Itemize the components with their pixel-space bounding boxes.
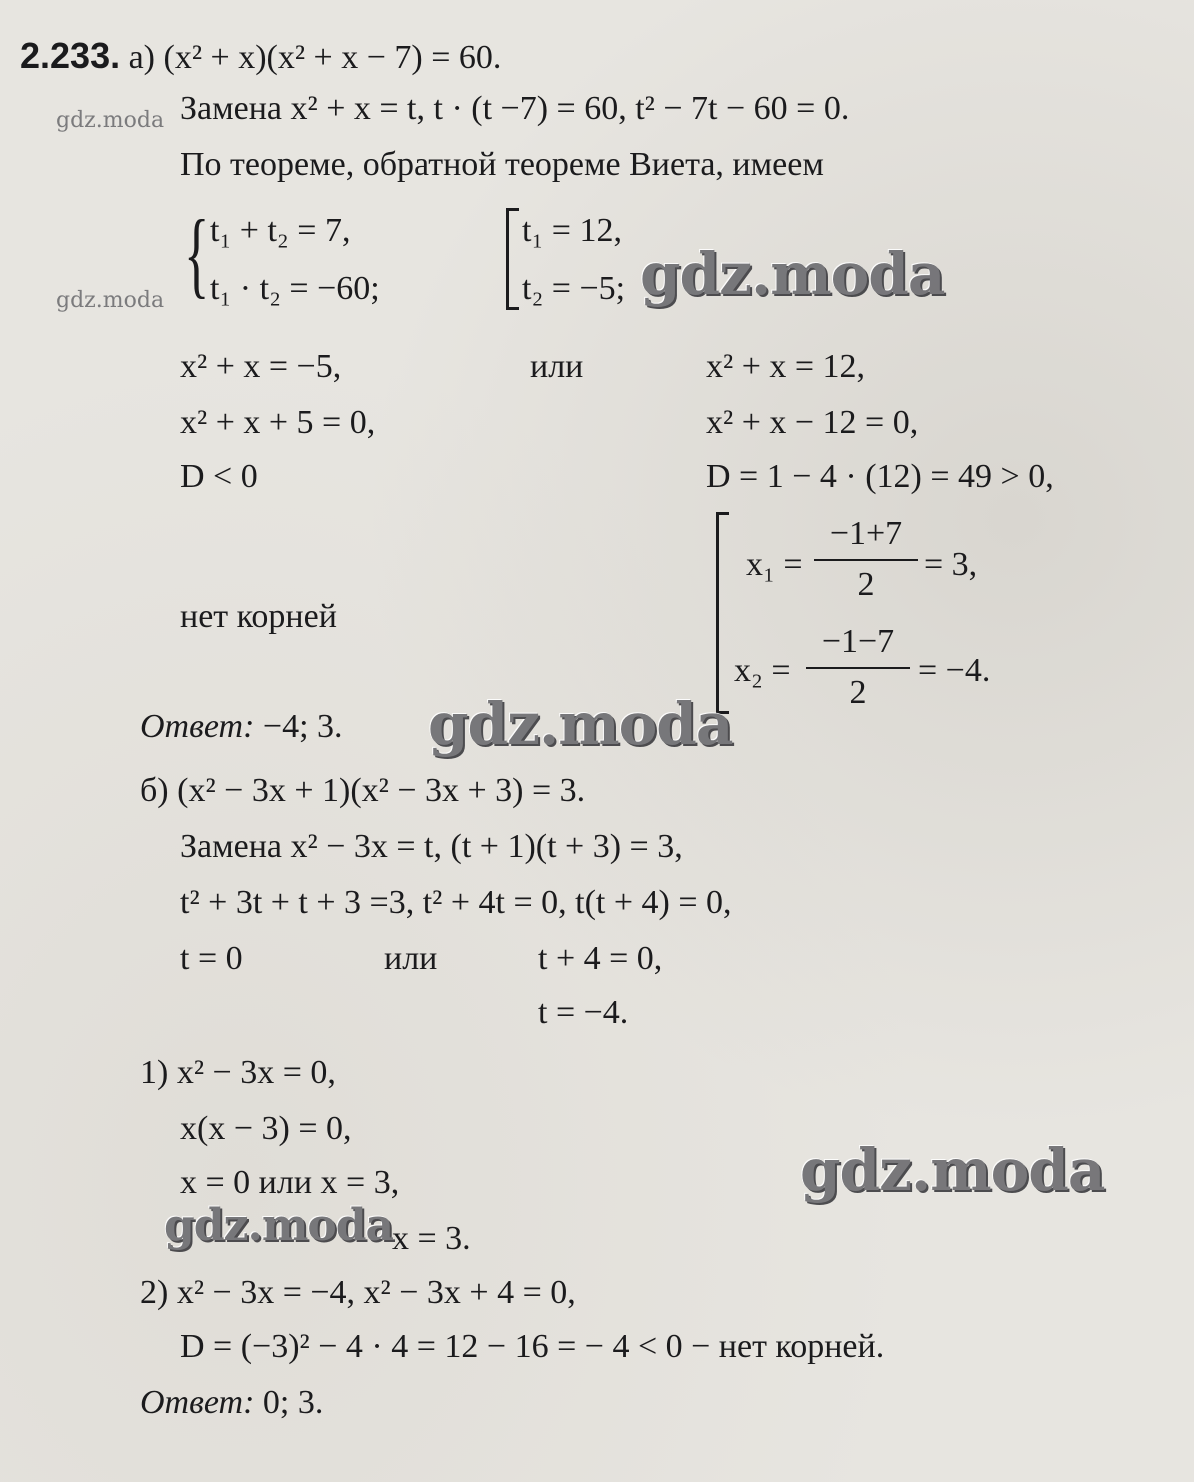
- part-b-equation: (x² − 3x + 1)(x² − 3x + 3) = 3.: [177, 772, 586, 809]
- part-a-equation: (x² + x)(x² + x − 7) = 60.: [163, 39, 502, 76]
- roots-bracket: [506, 208, 519, 310]
- step1-line: [140, 1056, 336, 1090]
- x2-label: x₂ =: [734, 652, 791, 689]
- x1-fraction-bar: [814, 559, 918, 561]
- x1-value: = 3,: [924, 546, 978, 583]
- answer-b: [140, 1386, 323, 1420]
- right-case-2: x² + x − 12 = 0,: [706, 404, 919, 441]
- answer-a-value: −4; 3.: [262, 708, 343, 745]
- left-case-2: x² + x + 5 = 0,: [180, 404, 376, 441]
- step1-final: x = 3.: [392, 1220, 471, 1257]
- left-case-1: x² + x = −5,: [180, 348, 342, 385]
- part-b-header: [140, 774, 585, 808]
- step2-line: [140, 1276, 576, 1310]
- system-line-1: t₁ + t₂ = 7,: [210, 212, 351, 249]
- x2-denominator: 2: [849, 673, 867, 711]
- x1-numerator: −1+7: [829, 515, 903, 552]
- step2-disc: D = (−3)² − 4 · 4 = 12 − 16 = − 4 < 0 − нет корней.: [180, 1328, 885, 1365]
- or-label-a: или: [530, 348, 584, 385]
- problem-number: 2.233.: [20, 35, 121, 76]
- no-roots-a: нет корней: [180, 598, 337, 635]
- x2-fraction-bar: [806, 667, 910, 669]
- x-roots-bracket: [716, 512, 729, 714]
- step1-fact: x(x − 3) = 0,: [180, 1110, 352, 1147]
- watermark-medium: gdz.moda: [164, 1200, 394, 1251]
- part-b-expand: t² + 3t + t + 3 =3, t² + 4t = 0, t(t + 4) = 0,: [180, 884, 732, 921]
- case-t4: t + 4 = 0,: [538, 940, 663, 977]
- step1-eq: x² − 3x = 0,: [176, 1054, 336, 1091]
- step2-label: 2): [140, 1274, 169, 1311]
- answer-a-label: Ответ:: [140, 708, 255, 745]
- step1-label: 1): [140, 1054, 169, 1091]
- left-case-3: D < 0: [180, 458, 258, 495]
- system-line-2: t₁ · t₂ = −60;: [210, 270, 380, 307]
- case-t0: t = 0: [180, 940, 243, 977]
- x1-label: x₁ =: [746, 546, 803, 583]
- problem-header: [20, 35, 502, 76]
- watermark-small-2: gdz.moda: [56, 288, 165, 313]
- watermark-small-1: gdz.moda: [56, 108, 165, 133]
- x1-denominator: 2: [857, 565, 875, 603]
- part-b-substitution: Замена x² − 3x = t, (t + 1)(t + 3) = 3,: [180, 828, 683, 865]
- watermark-big-2: gdz.moda: [428, 690, 733, 758]
- watermark-big-1: gdz.moda: [640, 240, 945, 308]
- or-label-b: или: [384, 940, 438, 977]
- roots-line-2: t₂ = −5;: [522, 270, 626, 307]
- right-case-3: D = 1 − 4 · (12) = 49 > 0,: [706, 458, 1054, 495]
- answer-b-value: 0; 3.: [262, 1384, 324, 1421]
- watermark-big-3: gdz.moda: [800, 1136, 1105, 1204]
- roots-line-1: t₁ = 12,: [522, 212, 622, 249]
- part-b-label: б): [140, 772, 169, 809]
- answer-a: [140, 710, 343, 744]
- step2-eq: x² − 3x = −4, x² − 3x + 4 = 0,: [176, 1274, 576, 1311]
- case-t4b: t = −4.: [538, 994, 629, 1031]
- part-a-vieta-text: По теореме, обратной теореме Виета, имеем: [180, 146, 824, 183]
- answer-b-label: Ответ:: [140, 1384, 255, 1421]
- system-brace: {: [184, 200, 210, 307]
- part-a-label: а): [128, 39, 156, 76]
- x2-fraction: [806, 622, 910, 714]
- x1-fraction: [814, 514, 918, 606]
- step1-roots: x = 0 или x = 3,: [180, 1164, 400, 1201]
- x2-value: = −4.: [918, 652, 991, 689]
- part-a-substitution: Замена x² + x = t, t · (t −7) = 60, t² − 7t − 60 = 0.: [180, 90, 850, 127]
- right-case-1: x² + x = 12,: [706, 348, 866, 385]
- x2-numerator: −1−7: [821, 623, 895, 660]
